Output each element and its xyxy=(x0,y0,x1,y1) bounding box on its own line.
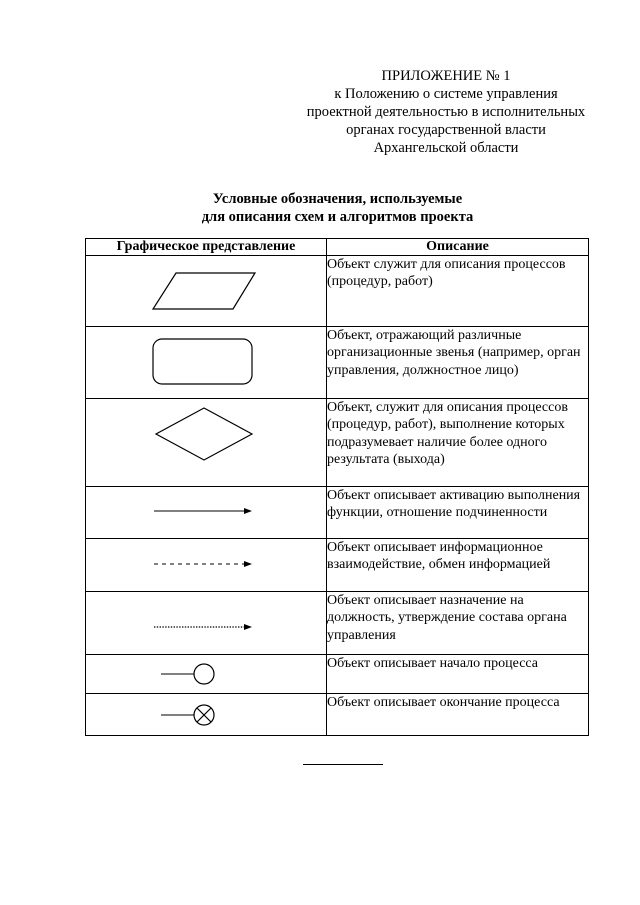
header-line: органах государственной власти xyxy=(346,122,546,138)
table-row xyxy=(86,256,589,327)
symbol-cell xyxy=(86,592,327,655)
table-row xyxy=(86,694,589,736)
description-cell: Объект описывает назначение на должность, утверждение состава органа управления xyxy=(327,592,589,655)
symbol-cell xyxy=(86,655,327,694)
symbols-table xyxy=(85,238,589,736)
symbol-cell xyxy=(86,327,327,399)
title-line: Условные обозначения, используемые xyxy=(212,191,463,207)
header-description: Описание xyxy=(327,239,589,256)
start-circle-icon xyxy=(86,655,327,693)
header-line: проектной деятельностью в исполнительных xyxy=(306,104,586,120)
description-cell: Объект, служит для описания процессов (процедур, работ), выполнение которых подразумевает наличие более одного результата (выхода) xyxy=(327,399,589,487)
dotted-arrow-icon xyxy=(86,592,327,654)
symbol-cell xyxy=(86,487,327,539)
solid-arrow-icon xyxy=(86,487,327,538)
appendix-header xyxy=(300,67,592,157)
description-cell: Объект описывает активацию выполнения функции, отношение подчиненности xyxy=(327,487,589,539)
table-row xyxy=(86,655,589,694)
description-cell: Объект служит для описания процессов (процедур, работ) xyxy=(327,256,589,327)
appendix-number: ПРИЛОЖЕНИЕ № 1 xyxy=(381,68,511,84)
table-row xyxy=(86,539,589,592)
closing-line xyxy=(303,764,383,765)
document-title xyxy=(85,190,590,226)
parallelogram-icon xyxy=(86,256,327,326)
end-circle-cross-icon xyxy=(86,694,327,735)
symbol-cell xyxy=(86,539,327,592)
table-row xyxy=(86,327,589,399)
header-line: к Положению о системе управления xyxy=(334,86,558,102)
header-line: Архангельской области xyxy=(373,140,519,156)
diamond-icon xyxy=(86,399,327,486)
dashed-arrow-icon xyxy=(86,539,327,591)
table-row xyxy=(86,399,589,487)
table-row xyxy=(86,592,589,655)
description-cell: Объект описывает начало процесса xyxy=(327,655,589,694)
rounded-rectangle-icon xyxy=(86,327,327,398)
title-line: для описания схем и алгоритмов проекта xyxy=(201,209,474,225)
table-header-row xyxy=(86,239,589,256)
description-cell: Объект, отражающий различные организационные звенья (например, орган управления, должностное лицо) xyxy=(327,327,589,399)
symbol-cell xyxy=(86,256,327,327)
header-graphic: Графическое представление xyxy=(86,239,327,256)
description-cell: Объект описывает окончание процесса xyxy=(327,694,589,736)
symbol-cell xyxy=(86,399,327,487)
table-row xyxy=(86,487,589,539)
description-cell: Объект описывает информационное взаимодействие, обмен информацией xyxy=(327,539,589,592)
symbol-cell xyxy=(86,694,327,736)
